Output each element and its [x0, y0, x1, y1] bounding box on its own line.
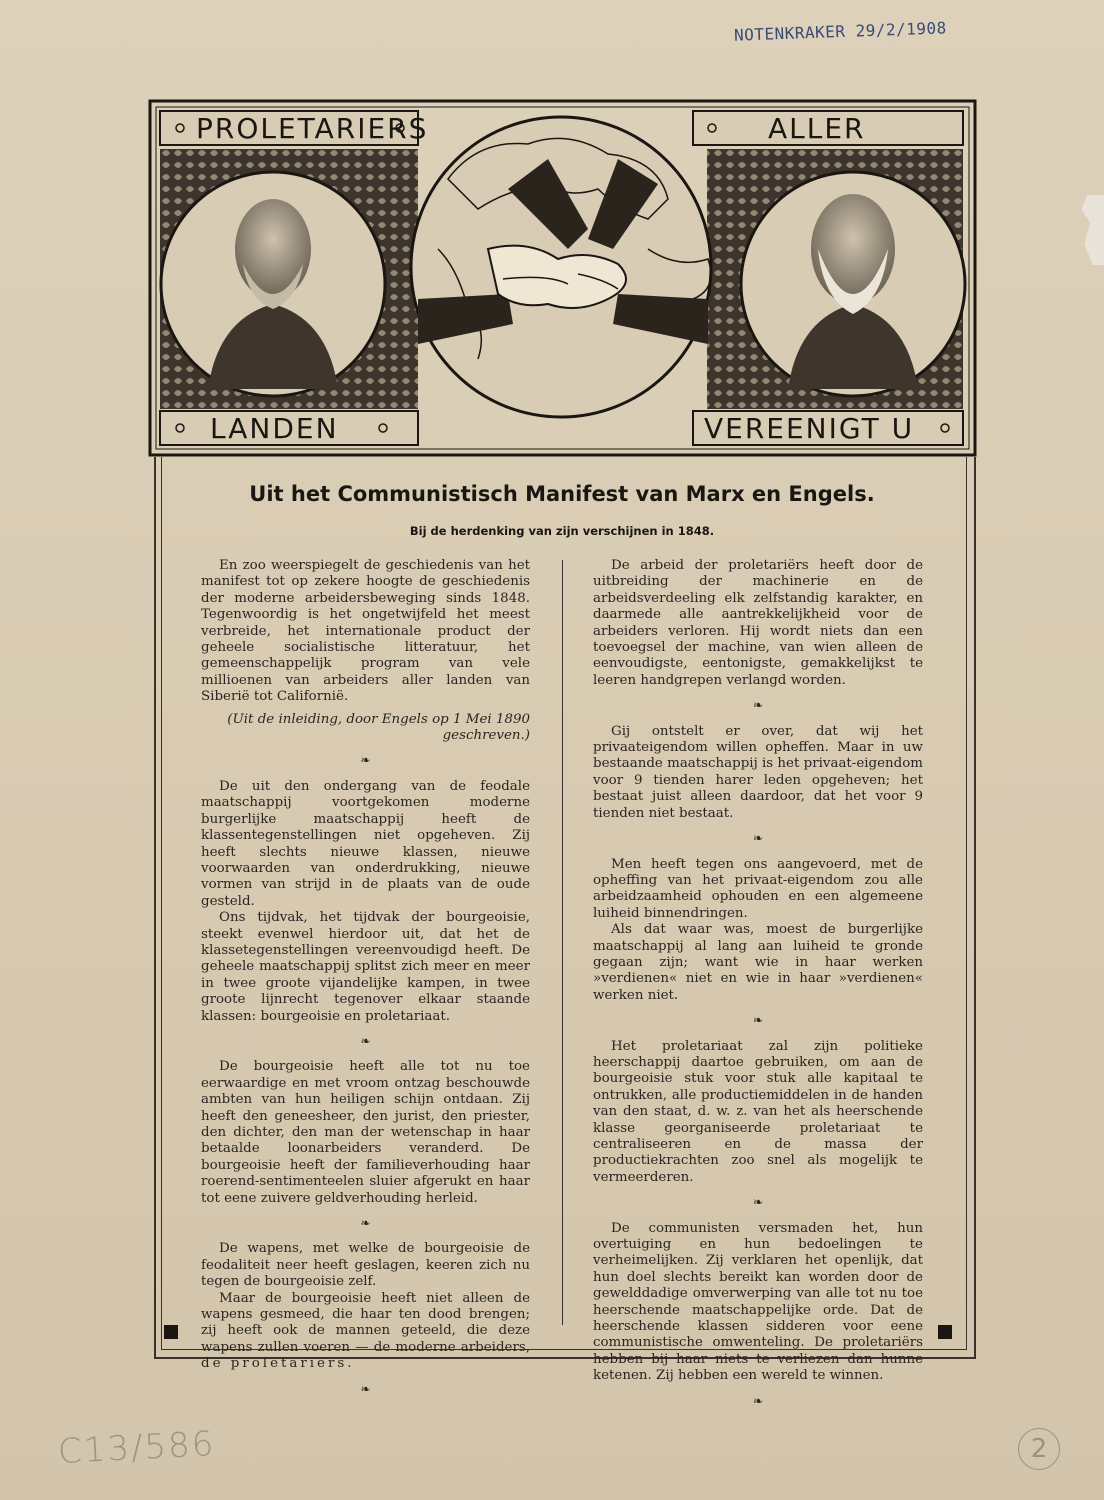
- right-column: [593, 558, 923, 1419]
- paragraph: De wapens, met welke de bourgeoisie de feodaliteit neer heeft geslagen, keeren zich nu tegen de bourgeoisie zelf.: [201, 1241, 530, 1290]
- paragraph: Ons tijdvak, het tijdvak der bourgeoisie, steekt evenwel hierdoor uit, dat het de klassetegenstellingen vereenvoudigd heeft. De geheele maatschappij splitst zich meer en meer in twee groote vijandelijke kampen, in twee groote lijnrecht tegenover elkaar staande klassen: bourgeoisie en proletariaat.: [201, 910, 530, 1024]
- corner-ornament-right: [938, 1325, 952, 1339]
- column-divider: [562, 560, 563, 1325]
- ornament: ❧: [752, 1393, 764, 1408]
- ornament: ❧: [752, 698, 764, 713]
- paragraph: De uit den ondergang van de feodale maatschappij voortgekomen moderne burgerlijke maatschappij heeft de klassentegenstellingen niet opgeheven. Zij heeft slechts nieuwe klassen, nieuwe voorwaarden van onderdrukking, nieuwe vormen van strijd in de plaats van de oude gesteld.: [201, 778, 530, 909]
- paragraph: En zoo weerspiegelt de geschiedenis van het manifest tot op zekere hoogte de geschiedenis der moderne arbeidersbeweging sinds 1848. Tegenwoordig is het ongetwijfeld het meest verbreide, het internationale product der geheele socialistische litteratuur, het gemeenschappelijk program van vele millioenen van arbeiders aller landen van Siberië tot Californië.: [201, 558, 530, 705]
- ornament: ❧: [360, 1381, 371, 1396]
- ornament: ❧: [752, 1195, 764, 1210]
- slogan-word-2: ALLER: [768, 112, 866, 145]
- handwritten-note-top: NOTENKRAKER 29/2/1908: [733, 18, 948, 45]
- slogan-word-4: VEREENIGT U: [704, 412, 915, 445]
- left-column: [201, 558, 530, 1407]
- paragraph: [201, 1291, 530, 1373]
- ornament: ❧: [360, 753, 371, 768]
- handwritten-page-number: 2: [1018, 1428, 1060, 1470]
- ornament: ❧: [360, 1033, 371, 1048]
- ornament: ❧: [752, 1013, 764, 1028]
- article-subtitle: Bij de herdenking van zijn verschijnen in 1848.: [409, 524, 715, 538]
- paragraph: De arbeid der proletariërs heeft door de uitbreiding der machinerie en de arbeidsverdeeling elk zelfstandig karakter, en daarmede alle aantrekkelijkheid voor de arbeiders verloren. Hij wordt niets dan een toevoegsel der machine, van wien alleen de eenvoudigste, eentonigste, gemakkelijkst te leeren handgrepen verlangd worden.: [593, 558, 923, 688]
- ornament: ❧: [360, 1216, 371, 1231]
- corner-ornament-left: [164, 1325, 178, 1339]
- ornament: ❧: [752, 831, 764, 846]
- paragraph-text: Maar de bourgeoisie heeft niet alleen de wapens gesmeed, die haar ten dood brengen; zij heeft ook de mannen geteeld, die deze wapens zullen voeren — de moderne arbeiders,: [201, 1290, 530, 1355]
- spaced-emphasis: de proletariërs.: [201, 1356, 355, 1372]
- paragraph: Gij ontstelt er over, dat wij het privaateigendom willen opheffen. Maar in uw bestaande maatschappij is het privaat-eigendom voor 9 tienden harer leden opgeheven; het bestaat juist alleen daardoor, dat het voor 9 tienden niet bestaat.: [593, 723, 923, 821]
- paragraph: Het proletariaat zal zijn politieke heerschappij daartoe gebruiken, om aan de bourgeoisie stuk voor stuk alle kapitaal te ontrukken, alle productiemiddelen in de handen van den staat, d. w. z. van het als heerschende klasse georganiseerde proletariaat te centraliseeren en de massa der productiekrachten zoo snel als mogelijk te vermeerderen.: [593, 1038, 923, 1185]
- paragraph: De bourgeoisie heeft alle tot nu toe eerwaardige en met vroom ontzag beschouwde ambten van hun heiligen schijn ontdaan. Zij heeft den geneesheer, den jurist, den priester, den dichter, den man der wetenschap in haar betaalde loonarbeiders veranderd. De bourgeoisie heeft der familieverhouding haar roerend-sentimenteelen sluier afgerukt en haar tot eene zuivere geldverhouding herleid.: [201, 1059, 530, 1206]
- citation: (Uit de inleiding, door Engels op 1 Mei 1890 geschreven.): [227, 711, 530, 744]
- paragraph: Men heeft tegen ons aangevoerd, met de opheffing van het privaat-eigendom zou alle arbeidzaamheid ophouden en een algemeene luiheid binnendringen.: [593, 856, 923, 921]
- handwritten-note-bottom-left: C13/586: [57, 1423, 217, 1473]
- paragraph: De communisten versmaden het, hun overtuiging en hun bedoelingen te verheimelijken. Zij verklaren het openlijk, dat hun doel slechts bereikt kan worden door de gewelddadige omverwerping van alle tot nu toe heerschende maatschappelijke orde. Dat de heerschende klassen sidderen voor eene communistische omwenteling. De proletariërs hebben bij haar niets te verliezen dan hunne ketenen. Zij hebben een wereld te winnen.: [593, 1220, 923, 1384]
- paragraph: Als dat waar was, moest de burgerlijke maatschappij al lang aan luiheid te gronde gegaan zijn; want wie in haar werken »verdienen« niet en wie in haar »verdienen« werken niet.: [593, 922, 923, 1003]
- header-banner: [148, 99, 977, 457]
- article-title: Uit het Communistisch Manifest van Marx en Engels.: [249, 482, 875, 506]
- slogan-word-1: PROLETARIERS: [196, 112, 429, 145]
- slogan-word-3: LANDEN: [210, 412, 339, 445]
- banner-artwork: [148, 99, 977, 457]
